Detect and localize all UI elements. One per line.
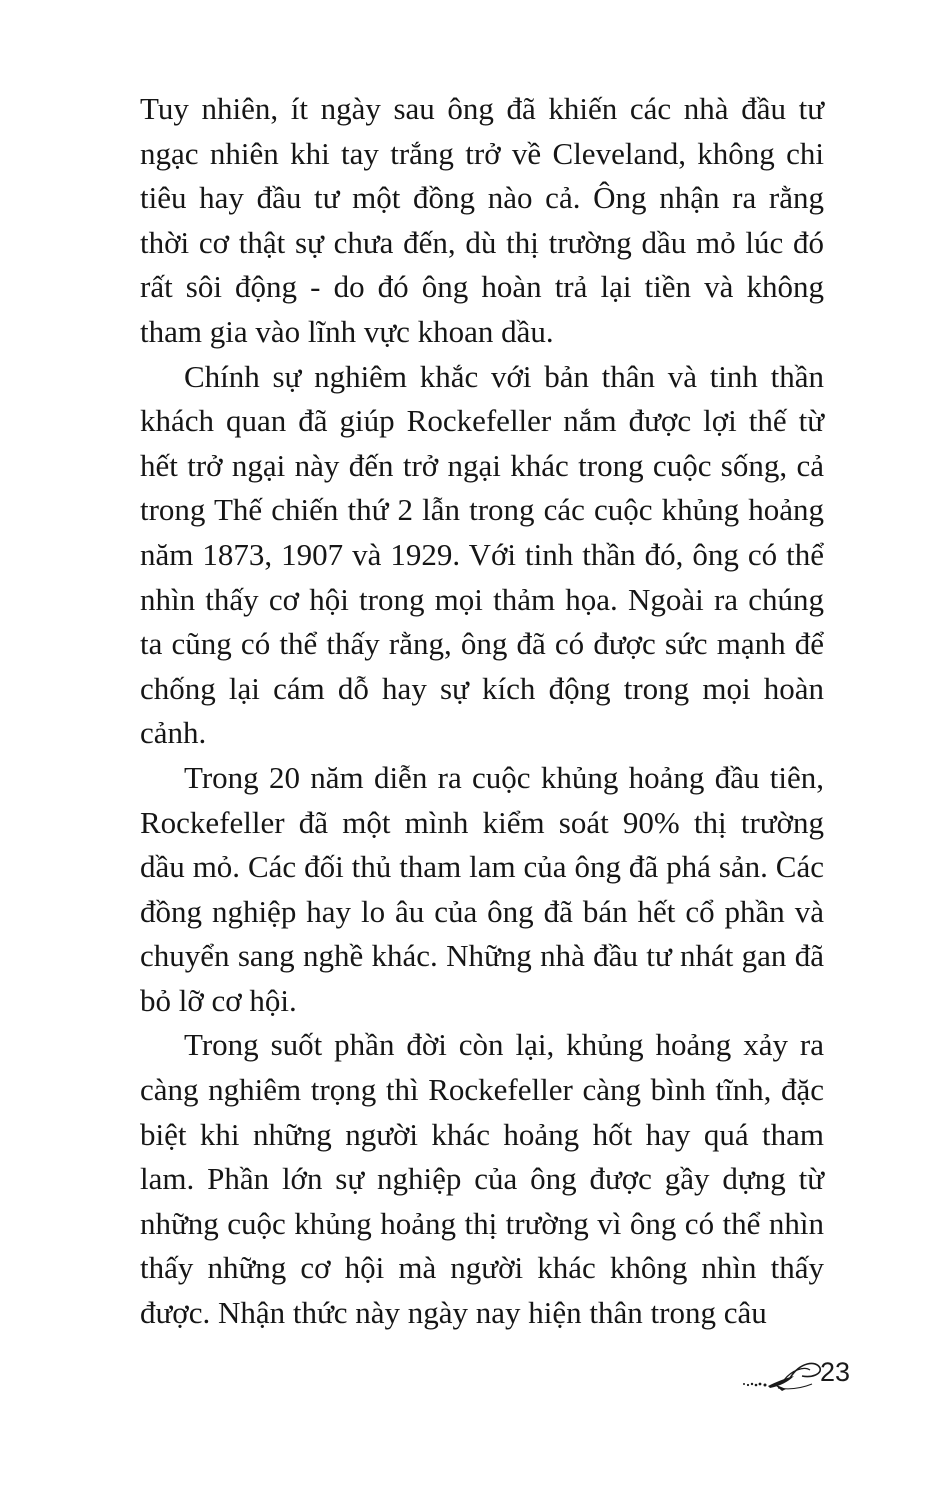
page-footer [740,1352,850,1400]
page-number: 23 [820,1357,851,1387]
paragraph-1: Tuy nhiên, ít ngày sau ông đã khiến các nhà đầu tư ngạc nhiên khi tay trắng trở về Cleveland, không chi tiêu hay đầu tư một đồng nào cả. Ông nhận ra rằng thời cơ thật sự chưa đến, dù thị trường dầu mỏ lúc đó rất sôi động - do đó ông hoàn trả lại tiền và không tham gia vào lĩnh vực khoan dầu. [140,91,824,349]
paragraph-3: Trong 20 năm diễn ra cuộc khủng hoảng đầu tiên, Rockefeller đã một mình kiểm soát 90% thị trường dầu mỏ. Các đối thủ tham lam của ông đã phá sản. Các đồng nghiệp hay lo âu của ông đã bán hết cổ phần và chuyển sang nghề khác. Những nhà đầu tư nhát gan đã bỏ lỡ cơ hội. [140,759,824,1018]
body-text [140,87,824,1336]
paragraph-4: Trong suốt phần đời còn lại, khủng hoảng xảy ra càng nghiêm trọng thì Rockefeller càng bình tĩnh, đặc biệt khi những người khác hoảng hốt hay quá tham lam. Phần lớn sự nghiệp của ông được gầy dựng từ những cuộc khủng hoảng thị trường vì ông có thể nhìn thấy những cơ hội mà người khác không nhìn thấy được. Nhận thức này ngày nay hiện thân trong câu [140,1027,824,1331]
pen-flourish-icon [740,1356,824,1396]
paragraph-2: Chính sự nghiêm khắc với bản thân và tinh thần khách quan đã giúp Rockefeller nắm được lợi thế từ hết trở ngại này đến trở ngại khác trong cuộc sống, cả trong Thế chiến thứ 2 lẫn trong các cuộc khủng hoảng năm 1873, 1907 và 1929. Với tinh thần đó, ông có thể nhìn thấy cơ hội trong mọi thảm họa. Ngoài ra chúng ta cũng có thể thấy rằng, ông đã có được sức mạnh để chống lại cám dỗ hay sự kích động trong mọi hoàn cảnh. [140,358,824,751]
